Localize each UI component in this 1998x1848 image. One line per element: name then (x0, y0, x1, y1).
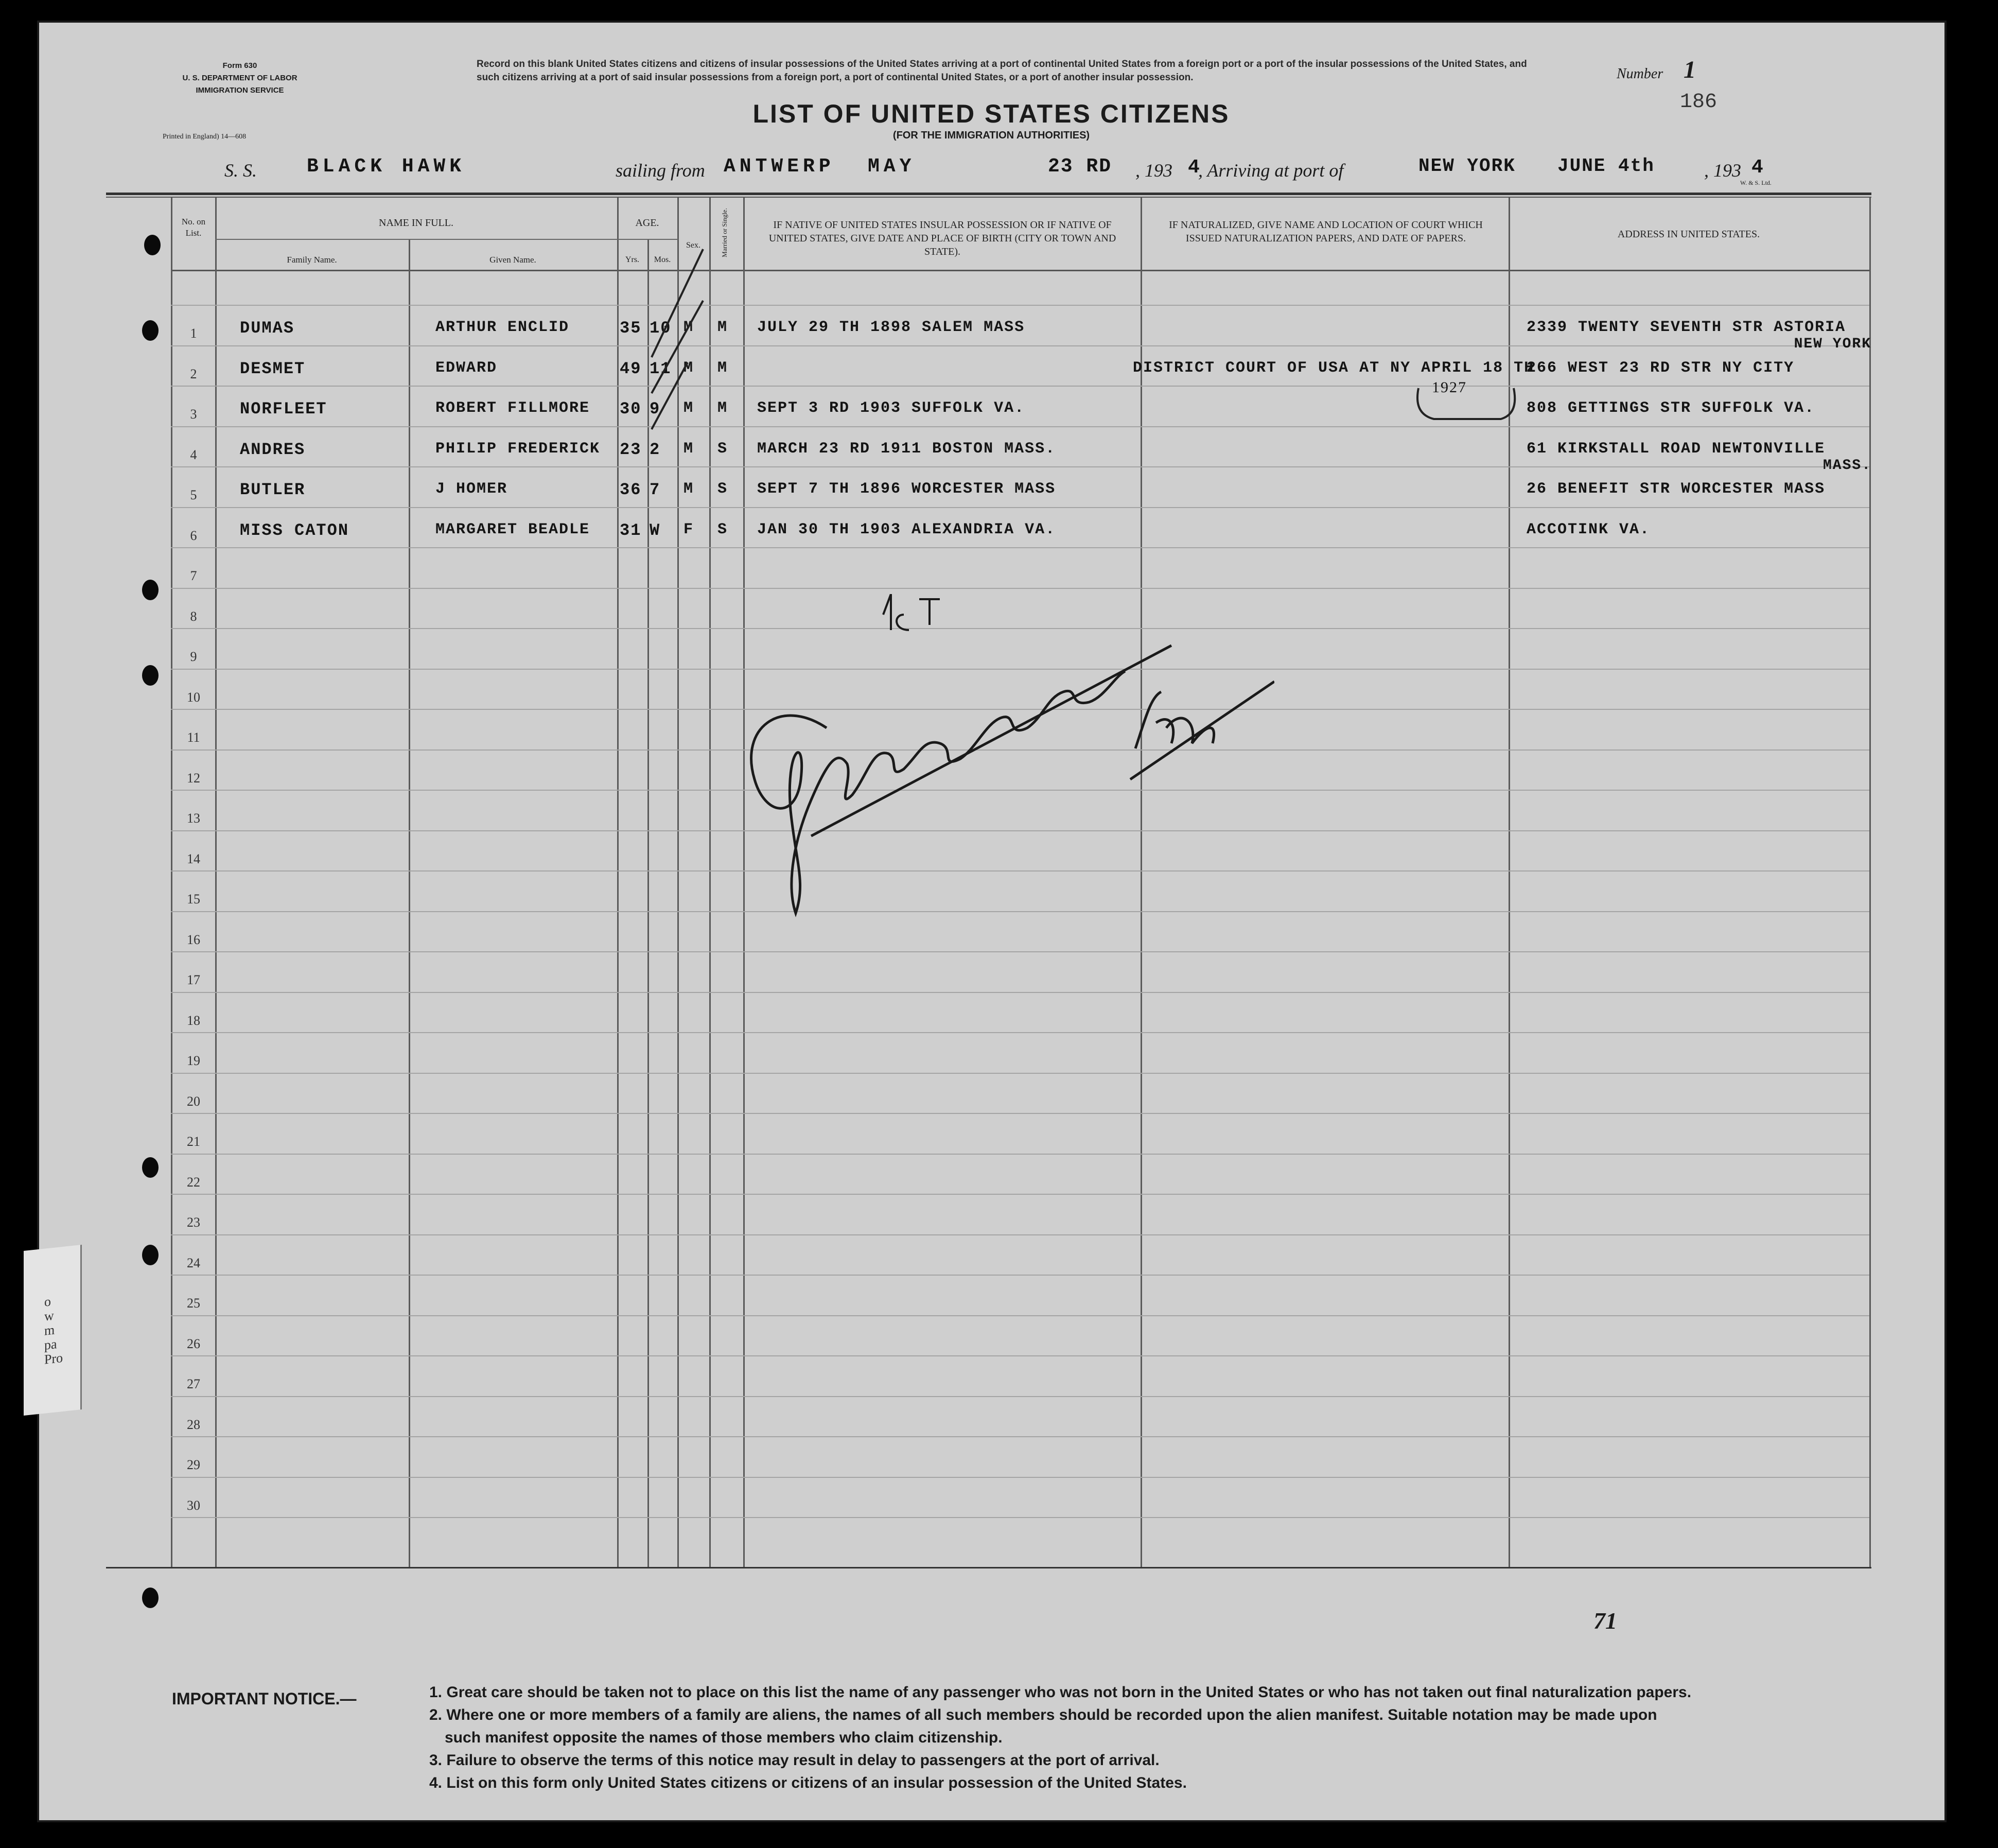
notice-item-1: 1. Great care should be taken not to place on this list the name of any passenger who was not born in the United States or who has not taken out final naturalization papers. (429, 1684, 1692, 1701)
sailing-from-label: sailing from (616, 160, 705, 181)
address-continued: NEW YORK (1794, 336, 1871, 352)
slip-text-fragment: Pro (44, 1350, 63, 1367)
row-rule (171, 1032, 1869, 1033)
slip-text-fragment: o (44, 1294, 51, 1310)
age-years: 30 (620, 399, 642, 419)
row-rule (171, 1355, 1869, 1356)
row-rule (171, 466, 1869, 467)
manifest-page (37, 21, 1947, 1822)
printer-mark: W. & S. Ltd. (1740, 179, 1772, 186)
row-number: 24 (187, 1255, 200, 1270)
row-number: 17 (187, 972, 200, 987)
folded-slip (24, 1245, 82, 1416)
col-family-name: Family Name. (287, 255, 337, 265)
slip-text-fragment: pa (44, 1336, 57, 1353)
col-line (215, 198, 217, 1567)
row-number: 6 (190, 528, 197, 543)
age-months: 10 (650, 319, 672, 338)
given-name: MARGARET BEADLE (435, 520, 590, 538)
depart-day: 23 RD (1048, 155, 1112, 178)
port-to: NEW YORK (1418, 155, 1516, 177)
address: 2339 TWENTY SEVENTH STR ASTORIA (1527, 319, 1846, 336)
name-subheader-rule (215, 239, 678, 240)
row-rule (171, 426, 1869, 427)
year-bracket (1413, 383, 1521, 424)
age-years: 49 (620, 359, 642, 378)
row-number: 13 (187, 811, 200, 826)
sex: M (683, 319, 694, 336)
sex: F (683, 520, 694, 538)
signature-title (1130, 676, 1131, 677)
notice-item-3: 3. Failure to observe the terms of this notice may result in delay to passengers at the port of arrival. (429, 1752, 1160, 1769)
marital-status: S (717, 440, 728, 458)
row-rule (171, 992, 1869, 993)
marital-status: M (717, 399, 728, 417)
year-prefix: , 193 (1135, 160, 1172, 181)
family-name: NORFLEET (240, 399, 327, 419)
arrive-year-digit: 4 (1751, 156, 1764, 179)
marital-status: S (717, 480, 728, 498)
row-rule (171, 1315, 1869, 1316)
page-title: LIST OF UNITED STATES CITIZENS (752, 99, 1230, 128)
number-label: Number (1617, 66, 1663, 82)
arrive-year-prefix: , 193 (1704, 160, 1741, 181)
col-line (171, 198, 172, 1567)
instructions: Record on this blank United States citizens and citizens of insular possessions of the United States arriving at a port of continental United States from a foreign port or a port of the insular possessions of the United States, and such citizens arriving at a port of said insular possessions from a foreign port, a port of continental United States, or a port of another insular possession. (477, 59, 1527, 83)
handwritten-note (863, 604, 864, 605)
age-years: 36 (620, 480, 642, 499)
col-line (647, 240, 649, 1567)
sex: M (683, 480, 694, 498)
row-rule (171, 951, 1869, 952)
marital-status: S (717, 520, 728, 538)
row-number: 30 (187, 1497, 200, 1513)
row-rule (171, 547, 1869, 548)
family-name: DESMET (240, 359, 306, 378)
given-name: EDWARD (435, 359, 498, 377)
voyage-line (39, 155, 1943, 191)
row-rule (171, 1396, 1869, 1397)
col-married: Married or Single. (721, 208, 728, 257)
row-rule (171, 1194, 1869, 1195)
row-number: 19 (187, 1053, 200, 1068)
table-bottom-rule (106, 1567, 1871, 1568)
given-name: J HOMER (435, 480, 508, 498)
punch-hole (140, 578, 161, 602)
marital-status: M (717, 319, 728, 336)
row-number: 7 (190, 568, 197, 583)
row-rule (171, 305, 1869, 306)
age-months: W (650, 520, 661, 540)
age-years: 23 (620, 440, 642, 459)
row-number: 3 (190, 407, 197, 422)
row-number: 28 (187, 1417, 200, 1432)
table-top-rule-2 (106, 197, 1871, 198)
col-no: No. on List. (181, 217, 206, 238)
punch-hole (140, 1585, 161, 1610)
birth-date-place: MARCH 23 RD 1911 BOSTON MASS. (757, 440, 1056, 458)
ss-label: S. S. (224, 160, 257, 181)
row-rule (171, 1517, 1869, 1518)
sex: M (683, 440, 694, 458)
family-name: MISS CATON (240, 520, 349, 540)
page-stamp: 186 (1680, 91, 1717, 114)
arriving-label: , Arriving at port of (1198, 160, 1344, 181)
row-number: 2 (190, 366, 197, 381)
row-rule (171, 1477, 1869, 1478)
row-number: 5 (190, 487, 197, 502)
naturalization-year: 1927 (1432, 378, 1467, 396)
address: 26 BENEFIT STR WORCESTER MASS (1527, 480, 1826, 498)
address-continued: MASS. (1822, 457, 1871, 474)
punch-hole (140, 1155, 161, 1180)
notice-heading: IMPORTANT NOTICE.— (172, 1689, 357, 1708)
arrive-date: JUNE 4th (1557, 155, 1655, 177)
family-name: BUTLER (240, 480, 306, 499)
col-name-in-full: NAME IN FULL. (379, 217, 453, 229)
col-line (409, 240, 410, 1567)
birth-date-place: SEPT 3 RD 1903 SUFFOLK VA. (757, 399, 1025, 417)
header-bottom-rule (171, 270, 1869, 271)
sex: M (683, 399, 694, 417)
row-number: 23 (187, 1215, 200, 1230)
age-months: 2 (650, 440, 661, 459)
slip-text-fragment: m (44, 1322, 55, 1338)
sex: M (683, 359, 694, 377)
row-rule (171, 507, 1869, 508)
row-rule (171, 1234, 1869, 1235)
number-value: 1 (1684, 56, 1696, 83)
age-months: 7 (650, 480, 661, 499)
row-number: 25 (187, 1296, 200, 1311)
depart-year-digit: 4 (1188, 156, 1201, 179)
row-rule (171, 386, 1869, 387)
age-months: 9 (650, 399, 661, 419)
service: IMMIGRATION SERVICE (196, 86, 284, 95)
depart-month: MAY (868, 155, 916, 178)
given-name: ARTHUR ENCLID (435, 319, 570, 336)
row-number: 12 (187, 770, 200, 786)
address: 266 WEST 23 RD STR NY CITY (1527, 359, 1795, 377)
printed-in: Printed in England) 14—608 (163, 133, 247, 141)
punch-hole (140, 663, 161, 688)
tally-checkmarks (641, 239, 724, 434)
col-naturalized: IF NATURALIZED, GIVE NAME AND LOCATION OF COURT WHICH ISSUED NATURALIZATION PAPERS, AND DATE OF PAPERS. (1169, 219, 1483, 244)
birth-date-place: SEPT 7 TH 1896 WORCESTER MASS (757, 480, 1056, 498)
punch-hole (140, 318, 161, 343)
page-subtitle: (FOR THE IMMIGRATION AUTHORITIES) (892, 130, 1090, 141)
row-number: 26 (187, 1336, 200, 1351)
address: 808 GETTINGS STR SUFFOLK VA. (1527, 399, 1815, 417)
row-rule (171, 345, 1869, 346)
row-number: 1 (190, 326, 197, 341)
row-number: 10 (187, 689, 200, 705)
row-number: 11 (187, 730, 200, 745)
col-sex: Sex. (686, 241, 700, 250)
col-address: ADDRESS IN UNITED STATES. (1617, 229, 1760, 240)
age-years: 35 (620, 319, 642, 338)
col-mos: Mos. (654, 255, 671, 264)
row-rule (171, 588, 1869, 589)
birth-date-place: JAN 30 TH 1903 ALEXANDRIA VA. (757, 520, 1056, 538)
ship-name: BLACK HAWK (307, 155, 466, 178)
bottom-number: 71 (1593, 1608, 1617, 1634)
age-years: 31 (620, 520, 642, 540)
birth-date-place: JULY 29 TH 1898 SALEM MASS (757, 319, 1025, 336)
family-name: DUMAS (240, 319, 295, 338)
form-number: Form 630 (222, 61, 257, 70)
col-given-name: Given Name. (489, 255, 536, 265)
form-id-block (168, 60, 312, 97)
given-name: PHILIP FREDERICK (435, 440, 601, 458)
notice-item-4: 4. List on this form only United States citizens or citizens of an insular possession of the United States. (429, 1774, 1187, 1791)
family-name: ANDRES (240, 440, 306, 459)
given-name: ROBERT FILLMORE (435, 399, 590, 417)
row-rule (171, 1154, 1869, 1155)
punch-hole (140, 1243, 161, 1267)
address: 61 KIRKSTALL ROAD NEWTONVILLE (1527, 440, 1826, 458)
row-number: 15 (187, 892, 200, 906)
address: ACCOTINK VA. (1527, 520, 1651, 538)
col-line (617, 198, 619, 1567)
department: U. S. DEPARTMENT OF LABOR (182, 74, 297, 82)
row-number: 14 (187, 851, 200, 866)
notice-item-2: 2. Where one or more members of a family are aliens, the names of all such members should be recorded upon the alien manifest. Suitable notation may be made upon (429, 1706, 1657, 1723)
inspector-signature (708, 594, 1274, 923)
row-rule (171, 1436, 1869, 1437)
notice-item-2b: such manifest opposite the names of those members who claim citizenship. (445, 1729, 1003, 1746)
col-birth: IF NATIVE OF UNITED STATES INSULAR POSSESSION OR IF NATIVE OF UNITED STATES, GIVE DATE AND PLACE OF BIRTH (CITY OR TOWN AND STATE). (768, 219, 1116, 257)
row-number: 9 (190, 649, 197, 664)
punch-hole (142, 233, 163, 257)
row-number: 27 (187, 1376, 200, 1391)
row-rule (171, 1113, 1869, 1114)
row-number: 22 (187, 1174, 200, 1190)
row-number: 16 (187, 932, 200, 947)
col-yrs: Yrs. (625, 255, 640, 264)
row-number: 4 (190, 447, 197, 462)
row-number: 20 (187, 1093, 200, 1109)
col-age: AGE. (635, 217, 659, 229)
row-number: 21 (187, 1134, 200, 1149)
row-number: 29 (187, 1457, 200, 1472)
table-top-rule (106, 193, 1871, 195)
naturalization: DISTRICT COURT OF USA AT NY APRIL 18 TH (1133, 359, 1535, 377)
port-from: ANTWERP (724, 155, 835, 178)
slip-text-fragment: w (44, 1307, 54, 1324)
row-rule (171, 1275, 1869, 1276)
row-number: 8 (190, 608, 197, 624)
row-rule (171, 1073, 1869, 1074)
age-months: 11 (650, 359, 672, 378)
row-number: 18 (187, 1013, 200, 1028)
marital-status: M (717, 359, 728, 377)
